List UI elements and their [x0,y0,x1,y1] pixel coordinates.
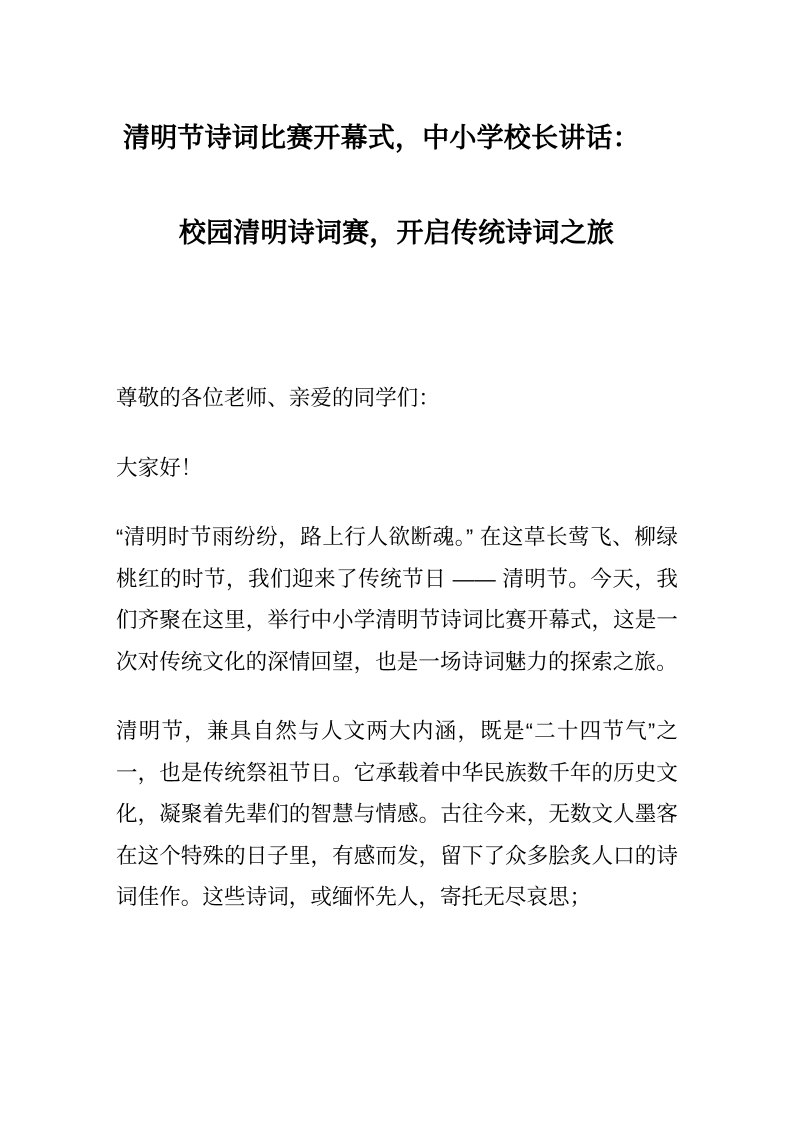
paragraph-opening: “清明时节雨纷纷，路上行人欲断魂。” 在这草长莺飞、柳绿桃红的时节，我们迎来了传统节日 —— 清明节。今天，我们齐聚在这里，举行中小学清明节诗词比赛开幕式，这是一次对传统文化的深情回望，也是一场诗词魅力的探索之旅。 [116,525,678,674]
paragraph-greeting: 大家好！ [116,455,203,480]
page-subtitle: 校园清明诗词赛，开启传统诗词之旅 [178,218,615,248]
page-title: 清明节诗词比赛开幕式，中小学校长讲话： [123,123,640,153]
paragraph-salutation: 尊敬的各位老师、亲爱的同学们： [116,386,441,410]
document-body [116,378,678,919]
paragraph-qingming-meaning: 清明节，兼具自然与人文两大内涵，既是“二十四节气”之一，也是传统祭祖节日。它承载着中华民族数千年的历史文化，凝聚着先辈们的智慧与情感。古往今来，无数文人墨客在这个特殊的日子里，有感而发，留下了众多脍炙人口的诗词佳作。这些诗词，或缅怀先人，寄托无尽哀思； [116,719,678,909]
document-title-block [0,118,793,253]
